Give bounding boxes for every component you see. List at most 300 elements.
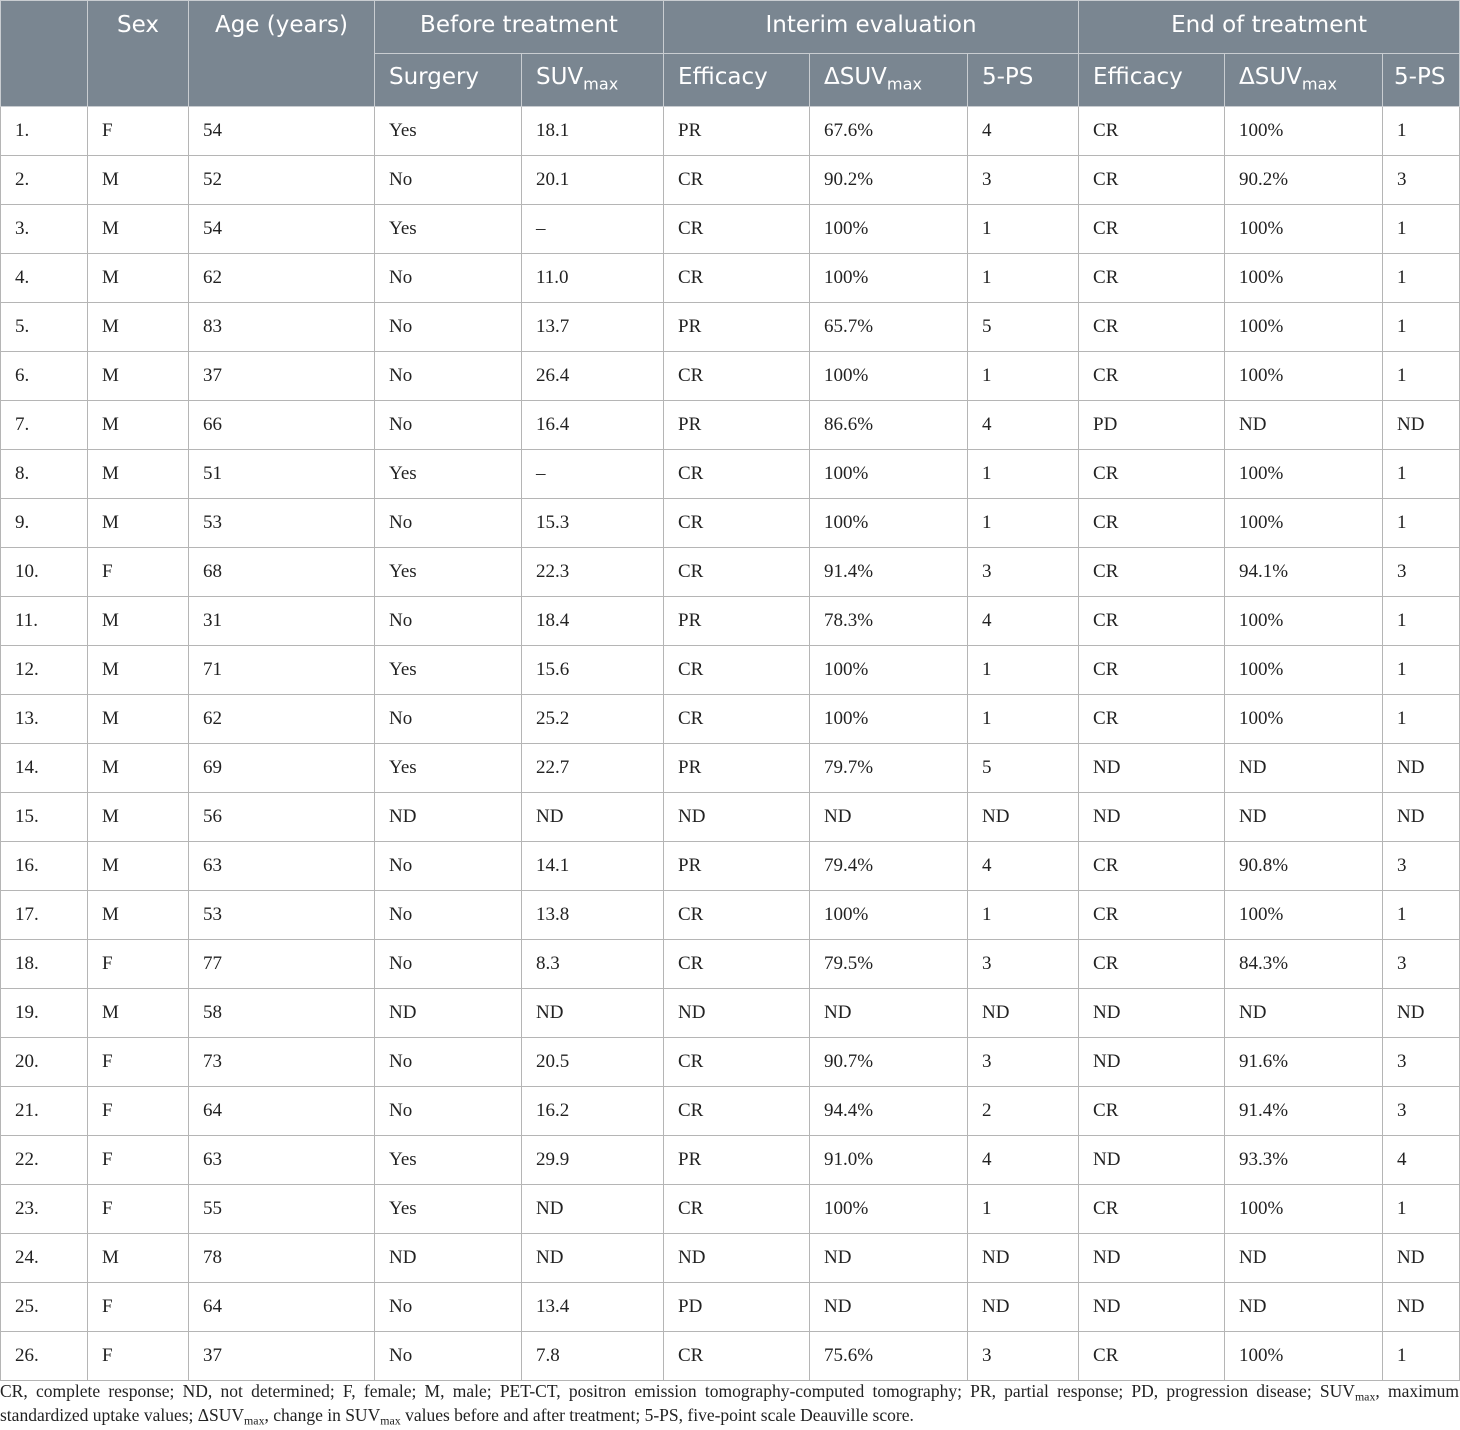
cell-age: 52	[189, 156, 375, 205]
cell-sex: M	[88, 793, 189, 842]
cell-end-delta-suvmax: 100%	[1225, 205, 1383, 254]
cell-sex: M	[88, 499, 189, 548]
cell-surgery: No	[375, 401, 522, 450]
cell-interim-efficacy: CR	[664, 1185, 810, 1234]
cell-surgery: No	[375, 254, 522, 303]
cell-interim-efficacy: CR	[664, 450, 810, 499]
cell-surgery: ND	[375, 989, 522, 1038]
cell-interim-5ps: 4	[968, 401, 1079, 450]
cell-interim-delta-suvmax: 79.5%	[810, 940, 968, 989]
cell-interim-efficacy: CR	[664, 205, 810, 254]
header-delta-suv-text: ΔSUV	[824, 64, 887, 90]
footnote-part-1: CR, complete response; ND, not determined; F, female; M, male; PET-CT, positron emission tomography-computed tomography; PR, partial response; PD, progression disease; SUV	[0, 1381, 1355, 1401]
cell-interim-efficacy: CR	[664, 548, 810, 597]
cell-interim-delta-suvmax: 78.3%	[810, 597, 968, 646]
cell-sex: M	[88, 205, 189, 254]
cell-age: 56	[189, 793, 375, 842]
cell-end-delta-suvmax: ND	[1225, 793, 1383, 842]
table-row	[1, 107, 1460, 156]
cell-surgery: No	[375, 695, 522, 744]
cell-end-5ps: 3	[1383, 156, 1460, 205]
cell-end-5ps: 1	[1383, 107, 1460, 156]
cell-age: 64	[189, 1283, 375, 1332]
cell-age: 53	[189, 891, 375, 940]
cell-number: 18.	[1, 940, 88, 989]
header-sex: Sex	[88, 1, 189, 107]
cell-sex: F	[88, 107, 189, 156]
cell-end-efficacy: CR	[1079, 352, 1225, 401]
table-row	[1, 1136, 1460, 1185]
cell-end-5ps: 1	[1383, 891, 1460, 940]
cell-suvmax: –	[522, 450, 664, 499]
cell-number: 14.	[1, 744, 88, 793]
cell-number: 1.	[1, 107, 88, 156]
cell-end-5ps: ND	[1383, 1234, 1460, 1283]
cell-end-efficacy: CR	[1079, 254, 1225, 303]
cell-surgery: Yes	[375, 1185, 522, 1234]
cell-number: 8.	[1, 450, 88, 499]
cell-end-5ps: 1	[1383, 1185, 1460, 1234]
cell-end-efficacy: ND	[1079, 1283, 1225, 1332]
cell-end-efficacy: ND	[1079, 989, 1225, 1038]
cell-interim-efficacy: CR	[664, 156, 810, 205]
cell-surgery: No	[375, 352, 522, 401]
cell-end-efficacy: ND	[1079, 1234, 1225, 1283]
cell-end-delta-suvmax: 100%	[1225, 254, 1383, 303]
table-row	[1, 989, 1460, 1038]
cell-end-efficacy: ND	[1079, 1136, 1225, 1185]
cell-sex: M	[88, 156, 189, 205]
cell-interim-delta-suvmax: ND	[810, 1283, 968, 1332]
cell-surgery: ND	[375, 1234, 522, 1283]
cell-sex: F	[88, 1038, 189, 1087]
cell-age: 63	[189, 842, 375, 891]
cell-age: 69	[189, 744, 375, 793]
cell-sex: M	[88, 646, 189, 695]
cell-interim-delta-suvmax: 100%	[810, 450, 968, 499]
cell-interim-5ps: 3	[968, 1332, 1079, 1381]
cell-interim-delta-suvmax: 100%	[810, 646, 968, 695]
cell-interim-5ps: ND	[968, 1283, 1079, 1332]
cell-suvmax: 15.3	[522, 499, 664, 548]
header-interim-efficacy: Efficacy	[664, 54, 810, 107]
cell-end-delta-suvmax: 84.3%	[1225, 940, 1383, 989]
table-row	[1, 1332, 1460, 1381]
cell-interim-5ps: 3	[968, 1038, 1079, 1087]
cell-sex: M	[88, 744, 189, 793]
header-interim-5ps: 5-PS	[968, 54, 1079, 107]
cell-end-efficacy: CR	[1079, 156, 1225, 205]
table-body	[1, 107, 1460, 1381]
header-delta-suv-subscript: max	[1301, 74, 1337, 94]
cell-sex: M	[88, 695, 189, 744]
cell-suvmax: 16.4	[522, 401, 664, 450]
cell-sex: M	[88, 254, 189, 303]
cell-number: 25.	[1, 1283, 88, 1332]
cell-end-delta-suvmax: 93.3%	[1225, 1136, 1383, 1185]
cell-end-5ps: 1	[1383, 646, 1460, 695]
cell-end-5ps: 1	[1383, 303, 1460, 352]
header-delta-suv-subscript: max	[886, 74, 922, 94]
cell-interim-delta-suvmax: 75.6%	[810, 1332, 968, 1381]
footnote-subscript-3: max	[380, 1413, 401, 1428]
cell-interim-5ps: 4	[968, 1136, 1079, 1185]
cell-surgery: No	[375, 1087, 522, 1136]
cell-sex: M	[88, 352, 189, 401]
cell-end-5ps: 1	[1383, 499, 1460, 548]
cell-end-efficacy: ND	[1079, 793, 1225, 842]
cell-surgery: No	[375, 1332, 522, 1381]
cell-interim-5ps: 1	[968, 1185, 1079, 1234]
header-end-efficacy: Efficacy	[1079, 54, 1225, 107]
cell-number: 5.	[1, 303, 88, 352]
cell-suvmax: 11.0	[522, 254, 664, 303]
cell-end-efficacy: ND	[1079, 744, 1225, 793]
cell-end-5ps: 1	[1383, 254, 1460, 303]
cell-interim-5ps: 4	[968, 842, 1079, 891]
cell-age: 51	[189, 450, 375, 499]
cell-suvmax: ND	[522, 1185, 664, 1234]
cell-suvmax: 25.2	[522, 695, 664, 744]
cell-number: 16.	[1, 842, 88, 891]
cell-interim-efficacy: CR	[664, 499, 810, 548]
cell-interim-efficacy: PR	[664, 107, 810, 156]
cell-end-delta-suvmax: 90.8%	[1225, 842, 1383, 891]
cell-interim-delta-suvmax: ND	[810, 1234, 968, 1283]
cell-surgery: No	[375, 842, 522, 891]
cell-interim-5ps: 3	[968, 156, 1079, 205]
cell-number: 6.	[1, 352, 88, 401]
cell-sex: M	[88, 303, 189, 352]
cell-interim-efficacy: ND	[664, 989, 810, 1038]
table-row	[1, 156, 1460, 205]
cell-end-efficacy: CR	[1079, 205, 1225, 254]
cell-end-5ps: 1	[1383, 352, 1460, 401]
header-number	[1, 1, 88, 107]
cell-surgery: Yes	[375, 548, 522, 597]
cell-interim-efficacy: ND	[664, 793, 810, 842]
cell-number: 17.	[1, 891, 88, 940]
cell-sex: M	[88, 891, 189, 940]
cell-interim-efficacy: CR	[664, 891, 810, 940]
cell-surgery: Yes	[375, 450, 522, 499]
cell-end-5ps: 1	[1383, 205, 1460, 254]
cell-interim-efficacy: CR	[664, 1038, 810, 1087]
cell-age: 53	[189, 499, 375, 548]
cell-age: 58	[189, 989, 375, 1038]
cell-end-delta-suvmax: 100%	[1225, 695, 1383, 744]
cell-suvmax: 16.2	[522, 1087, 664, 1136]
header-delta-suv-text: ΔSUV	[1239, 64, 1302, 90]
header-age: Age (years)	[189, 1, 375, 107]
cell-end-delta-suvmax: 100%	[1225, 597, 1383, 646]
footnote-subscript-1: max	[1354, 1389, 1376, 1404]
cell-end-5ps: 3	[1383, 1038, 1460, 1087]
cell-surgery: No	[375, 891, 522, 940]
header-end-delta-suvmax	[1225, 54, 1383, 107]
table-row	[1, 1283, 1460, 1332]
cell-interim-delta-suvmax: 100%	[810, 891, 968, 940]
table-row	[1, 401, 1460, 450]
cell-surgery: No	[375, 156, 522, 205]
cell-interim-efficacy: PR	[664, 842, 810, 891]
cell-interim-delta-suvmax: 100%	[810, 352, 968, 401]
cell-end-5ps: 1	[1383, 1332, 1460, 1381]
cell-end-delta-suvmax: ND	[1225, 401, 1383, 450]
header-surgery: Surgery	[375, 54, 522, 107]
cell-interim-efficacy: PR	[664, 401, 810, 450]
cell-end-5ps: ND	[1383, 1283, 1460, 1332]
header-end-5ps: 5-PS	[1383, 54, 1460, 107]
cell-end-delta-suvmax: 100%	[1225, 303, 1383, 352]
header-end-of-treatment: End of treatment	[1079, 1, 1460, 54]
header-before-treatment: Before treatment	[375, 1, 664, 54]
cell-sex: M	[88, 1234, 189, 1283]
cell-suvmax: 13.4	[522, 1283, 664, 1332]
cell-interim-5ps: ND	[968, 793, 1079, 842]
cell-suvmax: ND	[522, 793, 664, 842]
table-row	[1, 450, 1460, 499]
cell-end-delta-suvmax: 100%	[1225, 352, 1383, 401]
table-row	[1, 254, 1460, 303]
cell-age: 55	[189, 1185, 375, 1234]
header-suv-text: SUV	[536, 64, 584, 90]
cell-interim-efficacy: ND	[664, 1234, 810, 1283]
cell-age: 54	[189, 107, 375, 156]
cell-end-5ps: 3	[1383, 940, 1460, 989]
cell-end-delta-suvmax: 100%	[1225, 499, 1383, 548]
cell-surgery: ND	[375, 793, 522, 842]
cell-age: 63	[189, 1136, 375, 1185]
cell-interim-delta-suvmax: 100%	[810, 205, 968, 254]
cell-end-efficacy: CR	[1079, 940, 1225, 989]
cell-number: 22.	[1, 1136, 88, 1185]
header-interim-delta-suvmax	[810, 54, 968, 107]
cell-end-5ps: ND	[1383, 744, 1460, 793]
cell-interim-delta-suvmax: 91.4%	[810, 548, 968, 597]
cell-interim-5ps: 1	[968, 891, 1079, 940]
cell-end-delta-suvmax: 94.1%	[1225, 548, 1383, 597]
cell-interim-delta-suvmax: 100%	[810, 1185, 968, 1234]
cell-number: 19.	[1, 989, 88, 1038]
cell-surgery: Yes	[375, 205, 522, 254]
cell-end-5ps: 4	[1383, 1136, 1460, 1185]
cell-sex: M	[88, 450, 189, 499]
cell-interim-delta-suvmax: 100%	[810, 695, 968, 744]
cell-sex: F	[88, 1283, 189, 1332]
cell-number: 3.	[1, 205, 88, 254]
footnote-part-4: values before and after treatment; 5-PS, five-point scale Deauville score.	[400, 1405, 914, 1425]
cell-end-5ps: 3	[1383, 1087, 1460, 1136]
table-row	[1, 548, 1460, 597]
cell-interim-delta-suvmax: 67.6%	[810, 107, 968, 156]
table-row	[1, 1185, 1460, 1234]
cell-interim-delta-suvmax: 90.2%	[810, 156, 968, 205]
cell-end-efficacy: CR	[1079, 499, 1225, 548]
cell-age: 37	[189, 1332, 375, 1381]
cell-end-5ps: ND	[1383, 401, 1460, 450]
cell-interim-efficacy: CR	[664, 1087, 810, 1136]
cell-interim-efficacy: PD	[664, 1283, 810, 1332]
cell-number: 26.	[1, 1332, 88, 1381]
table-row	[1, 646, 1460, 695]
cell-suvmax: 13.8	[522, 891, 664, 940]
cell-end-efficacy: CR	[1079, 695, 1225, 744]
cell-end-delta-suvmax: 100%	[1225, 646, 1383, 695]
cell-number: 13.	[1, 695, 88, 744]
footnote-subscript-2: max	[244, 1413, 265, 1428]
cell-interim-5ps: 1	[968, 352, 1079, 401]
cell-interim-delta-suvmax: 65.7%	[810, 303, 968, 352]
table-footnote	[0, 1379, 1459, 1427]
cell-interim-delta-suvmax: 79.7%	[810, 744, 968, 793]
table-row	[1, 205, 1460, 254]
cell-suvmax: 7.8	[522, 1332, 664, 1381]
table-row	[1, 499, 1460, 548]
cell-end-5ps: 3	[1383, 548, 1460, 597]
footnote-part-3: , change in SUV	[264, 1405, 381, 1425]
cell-number: 12.	[1, 646, 88, 695]
cell-interim-efficacy: PR	[664, 744, 810, 793]
cell-interim-5ps: 3	[968, 548, 1079, 597]
cell-interim-5ps: 5	[968, 744, 1079, 793]
cell-interim-5ps: ND	[968, 1234, 1079, 1283]
cell-end-efficacy: CR	[1079, 891, 1225, 940]
cell-age: 71	[189, 646, 375, 695]
cell-end-efficacy: CR	[1079, 1087, 1225, 1136]
cell-end-delta-suvmax: 100%	[1225, 891, 1383, 940]
cell-sex: M	[88, 597, 189, 646]
cell-interim-5ps: 2	[968, 1087, 1079, 1136]
cell-end-efficacy: CR	[1079, 597, 1225, 646]
cell-end-5ps: 1	[1383, 597, 1460, 646]
header-row-groups	[1, 1, 1460, 54]
cell-interim-delta-suvmax: 90.7%	[810, 1038, 968, 1087]
cell-number: 20.	[1, 1038, 88, 1087]
cell-surgery: No	[375, 303, 522, 352]
cell-suvmax: 14.1	[522, 842, 664, 891]
cell-end-efficacy: CR	[1079, 842, 1225, 891]
cell-end-delta-suvmax: 100%	[1225, 107, 1383, 156]
cell-age: 83	[189, 303, 375, 352]
cell-suvmax: 29.9	[522, 1136, 664, 1185]
cell-surgery: No	[375, 597, 522, 646]
cell-sex: M	[88, 842, 189, 891]
cell-end-efficacy: CR	[1079, 1332, 1225, 1381]
table-row	[1, 1038, 1460, 1087]
cell-end-efficacy: PD	[1079, 401, 1225, 450]
cell-end-5ps: 1	[1383, 450, 1460, 499]
cell-end-delta-suvmax: ND	[1225, 1283, 1383, 1332]
cell-end-delta-suvmax: 91.6%	[1225, 1038, 1383, 1087]
cell-interim-efficacy: CR	[664, 352, 810, 401]
cell-suvmax: 18.4	[522, 597, 664, 646]
cell-surgery: No	[375, 1038, 522, 1087]
cell-interim-5ps: 1	[968, 254, 1079, 303]
cell-end-delta-suvmax: ND	[1225, 1234, 1383, 1283]
header-suv-subscript: max	[583, 74, 619, 94]
table-row	[1, 1087, 1460, 1136]
table-row	[1, 744, 1460, 793]
cell-age: 62	[189, 254, 375, 303]
cell-interim-5ps: 5	[968, 303, 1079, 352]
cell-age: 54	[189, 205, 375, 254]
cell-sex: M	[88, 989, 189, 1038]
cell-sex: F	[88, 1185, 189, 1234]
cell-interim-efficacy: CR	[664, 695, 810, 744]
cell-interim-5ps: 3	[968, 940, 1079, 989]
cell-suvmax: ND	[522, 989, 664, 1038]
cell-sex: F	[88, 1087, 189, 1136]
cell-end-efficacy: ND	[1079, 1038, 1225, 1087]
cell-number: 2.	[1, 156, 88, 205]
cell-end-efficacy: CR	[1079, 450, 1225, 499]
cell-sex: F	[88, 1332, 189, 1381]
cell-interim-5ps: 1	[968, 205, 1079, 254]
cell-interim-delta-suvmax: 94.4%	[810, 1087, 968, 1136]
table-row	[1, 597, 1460, 646]
cell-suvmax: 20.1	[522, 156, 664, 205]
cell-interim-delta-suvmax: ND	[810, 989, 968, 1038]
cell-number: 15.	[1, 793, 88, 842]
table-row	[1, 303, 1460, 352]
cell-number: 24.	[1, 1234, 88, 1283]
cell-surgery: Yes	[375, 1136, 522, 1185]
cell-end-5ps: 3	[1383, 842, 1460, 891]
table-row	[1, 891, 1460, 940]
cell-number: 21.	[1, 1087, 88, 1136]
cell-number: 11.	[1, 597, 88, 646]
table-row	[1, 695, 1460, 744]
cell-interim-delta-suvmax: ND	[810, 793, 968, 842]
cell-interim-delta-suvmax: 91.0%	[810, 1136, 968, 1185]
table-header	[1, 1, 1460, 107]
cell-interim-efficacy: CR	[664, 1332, 810, 1381]
cell-age: 62	[189, 695, 375, 744]
cell-surgery: Yes	[375, 107, 522, 156]
cell-sex: M	[88, 401, 189, 450]
cell-sex: F	[88, 548, 189, 597]
cell-interim-efficacy: PR	[664, 597, 810, 646]
cell-number: 10.	[1, 548, 88, 597]
cell-number: 4.	[1, 254, 88, 303]
cell-surgery: Yes	[375, 744, 522, 793]
cell-end-efficacy: CR	[1079, 548, 1225, 597]
cell-end-5ps: 1	[1383, 695, 1460, 744]
cell-age: 31	[189, 597, 375, 646]
cell-end-delta-suvmax: ND	[1225, 744, 1383, 793]
cell-suvmax: ND	[522, 1234, 664, 1283]
cell-sex: F	[88, 1136, 189, 1185]
cell-suvmax: 22.7	[522, 744, 664, 793]
cell-interim-5ps: 1	[968, 695, 1079, 744]
cell-surgery: Yes	[375, 646, 522, 695]
cell-suvmax: 13.7	[522, 303, 664, 352]
cell-suvmax: 18.1	[522, 107, 664, 156]
cell-interim-efficacy: CR	[664, 254, 810, 303]
cell-suvmax: 26.4	[522, 352, 664, 401]
cell-sex: F	[88, 940, 189, 989]
cell-age: 77	[189, 940, 375, 989]
cell-age: 37	[189, 352, 375, 401]
header-interim-evaluation: Interim evaluation	[664, 1, 1079, 54]
cell-age: 68	[189, 548, 375, 597]
cell-age: 78	[189, 1234, 375, 1283]
cell-end-delta-suvmax: 91.4%	[1225, 1087, 1383, 1136]
cell-surgery: No	[375, 499, 522, 548]
cell-interim-delta-suvmax: 79.4%	[810, 842, 968, 891]
cell-end-delta-suvmax: 100%	[1225, 1332, 1383, 1381]
